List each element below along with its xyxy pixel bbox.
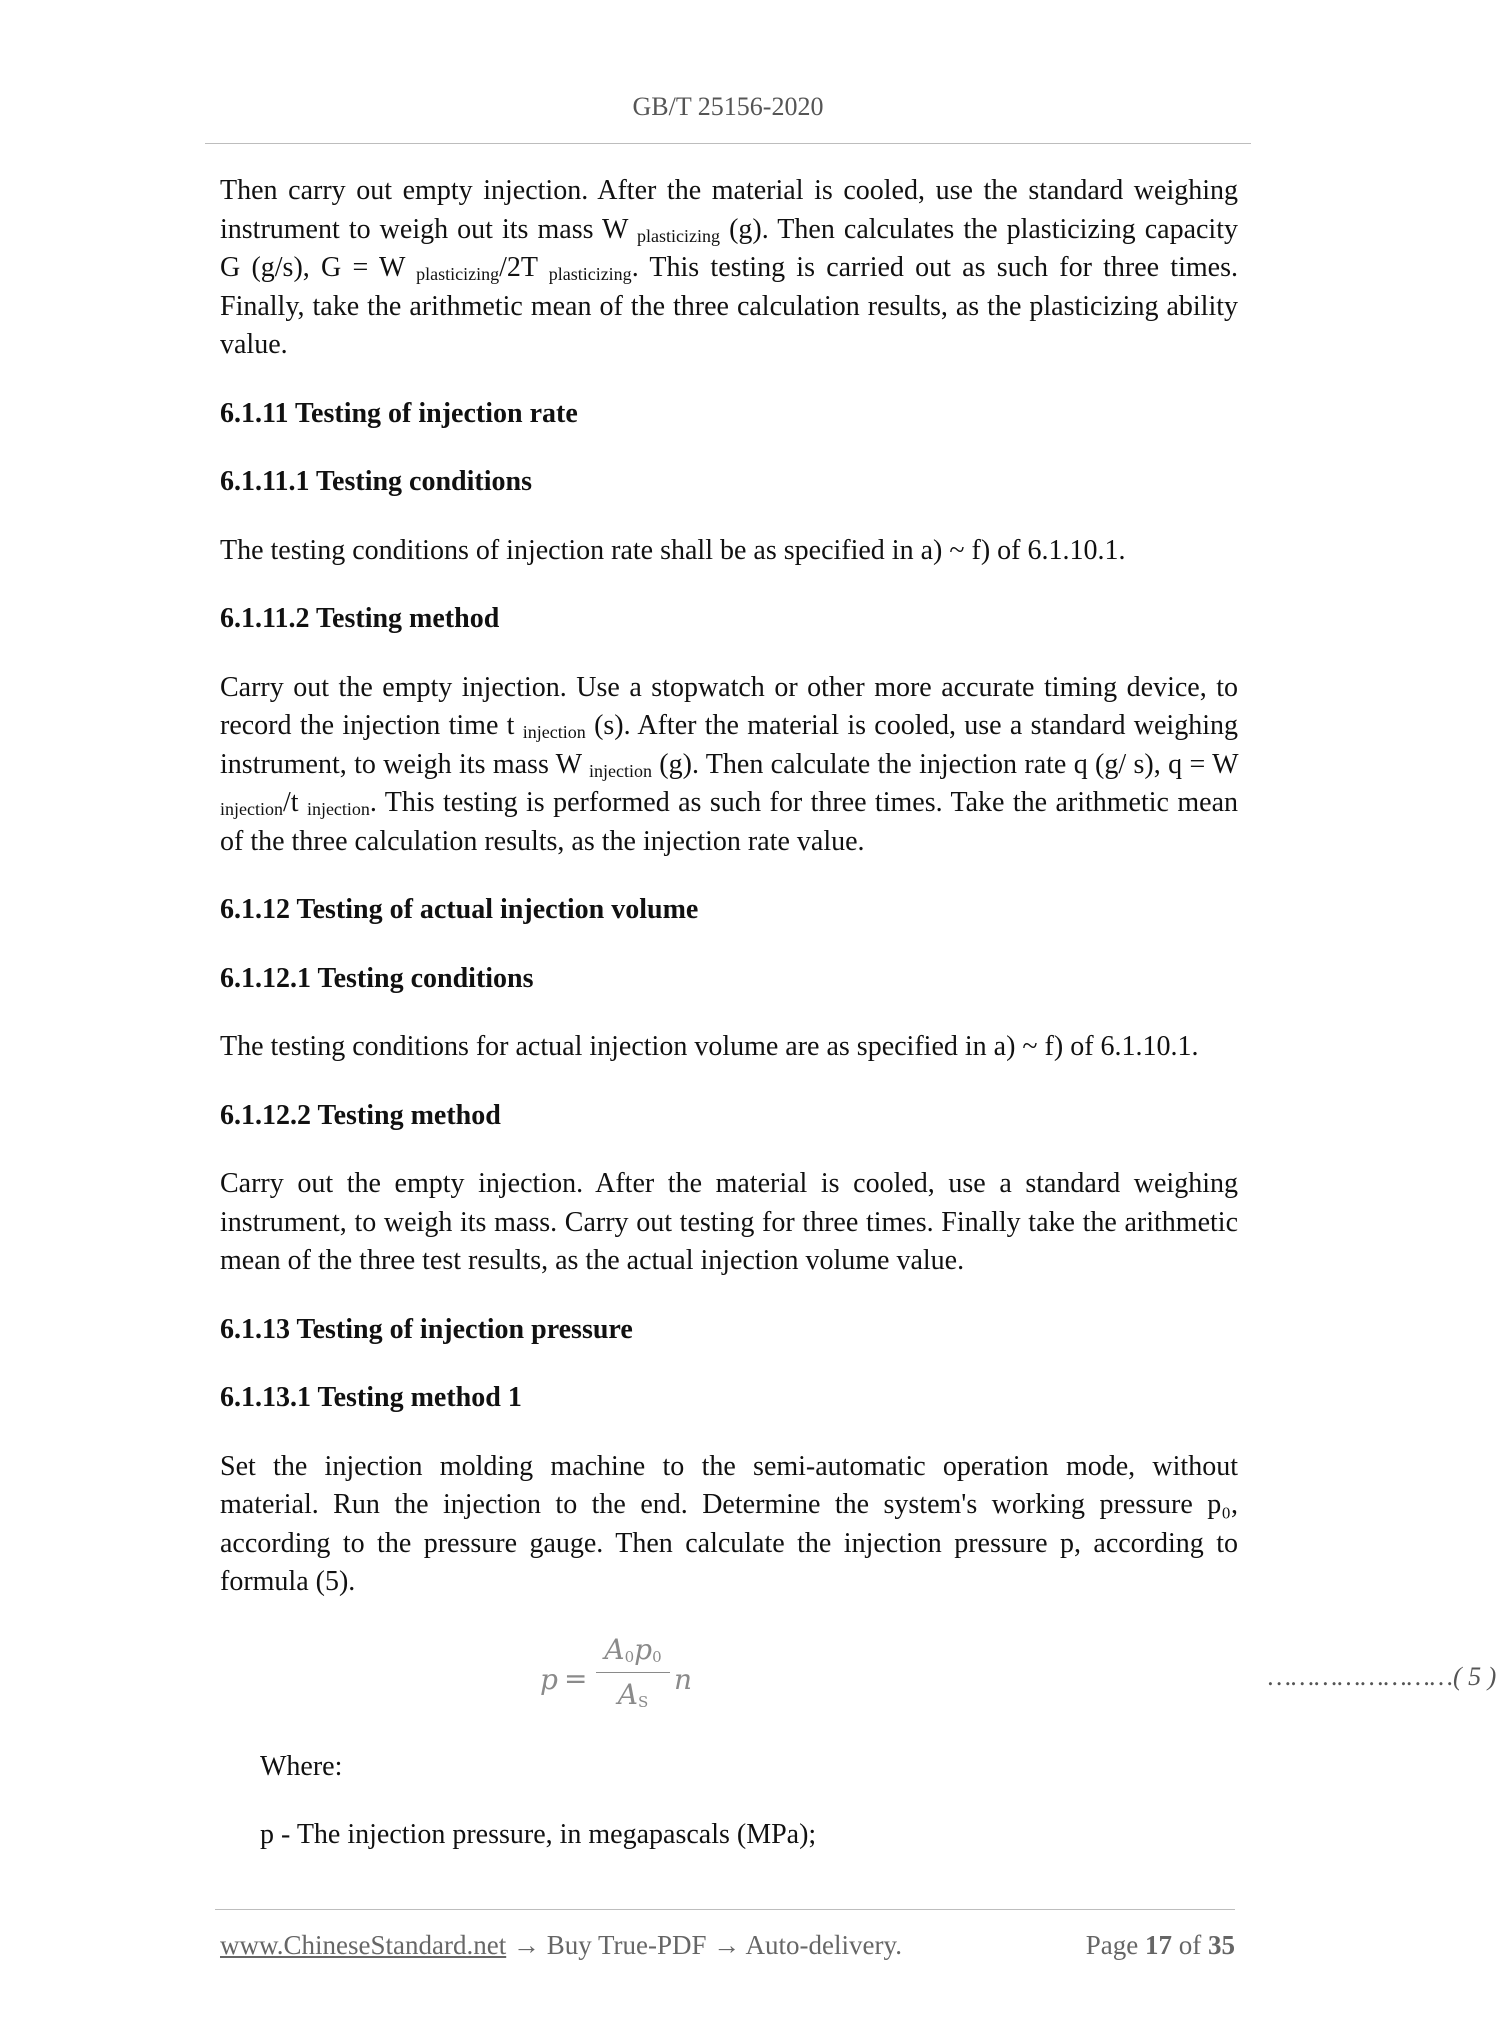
paragraph-plasticizing-capacity: Then carry out empty injection. After the material is cooled, use the standard weighing instrument to weigh out its mass W $_{plasticizing}$ (g). Then calculates the plasticizing capacity G (g/s), G = W $_{plasticizing}$/2T $_{plasticizing}$. This testing is carried out as such for three times. Finally, take the arithmetic mean of the three calculation results, as the plasticizing ability value. [220,175,1238,360]
header-divider [205,143,1251,144]
paragraph-injection-pressure-method: Set the injection molding machine to the semi-automatic operation mode, without material. Run the injection to the end. Determine the system's working pressure p₀, according to the pressure gauge. Then calculate the injection pressure p, according to formula (5). [220,1450,1238,1597]
heading-6-1-11: 6.1.11 Testing of injection rate [220,397,578,429]
formula-fraction [596,1628,670,1717]
paragraph-injection-volume-method: Carry out the empty injection. After the material is cooled, use a standard weighing instrument, to weigh its mass. Carry out testing for three times. Finally take the arithmetic mean of the three test results, as the actual injection volume value. [220,1168,1238,1276]
heading-6-1-12-2: 6.1.12.2 Testing method [220,1099,501,1131]
heading-6-1-12-1: 6.1.12.1 Testing conditions [220,962,534,994]
heading-6-1-11-1: 6.1.11.1 Testing conditions [220,466,532,497]
site-link[interactable]: www.ChineseStandard.net [220,1930,507,1960]
definition-p: p - The injection pressure, in megapascals (MPa); [260,1819,817,1850]
page-header: GB/T 25156-2020 [632,92,824,121]
current-page: 17 [1145,1930,1172,1960]
paragraph-injection-rate-conditions: The testing conditions of injection rate shall be as specified in a) ~ f) of 6.1.10.1. [220,534,1126,566]
page-indicator: Page 17 of 35 [1085,1930,1235,1960]
footer-divider [215,1909,1235,1910]
paragraph-injection-volume-conditions: The testing conditions for actual injection volume are as specified in a) ~ f) of 6.1.10.1. [220,1031,1199,1062]
footer-promo-text: → Buy True-PDF → Auto-delivery. [506,1930,902,1960]
formula-5 [220,1628,1496,1726]
document-body [220,172,1496,1885]
footer-promo [220,1930,902,1961]
heading-6-1-13-1: 6.1.13.1 Testing method 1 [220,1382,522,1413]
formula-denominator: AS [617,1677,649,1711]
where-label: Where: [260,1750,343,1782]
formula-lhs: p [540,1662,558,1696]
heading-6-1-11-2: 6.1.11.2 Testing method [220,603,500,634]
total-pages: 35 [1208,1930,1235,1960]
formula-numerator: A0p0 [604,1632,662,1666]
paragraph-injection-rate-method: Carry out the empty injection. Use a stopwatch or other more accurate timing device, to record the injection time t $_{injection}$ (s). After the material is cooled, use a standard weighing instrument, to weigh its mass W $_{injection}$ (g). Then calculate the injection rate q (g/ s), q = W $_{injection}$/t $_{injection}$. This testing is performed as such for three times. Take the arithmetic mean of the three calculation results, as the injection rate value. [220,671,1239,857]
formula-number: ……………………( 5 ) [1268,1661,1496,1691]
heading-6-1-12: 6.1.12 Testing of actual injection volume [220,894,699,925]
formula-factor-n: n [674,1662,693,1696]
formula-equals: = [564,1661,588,1695]
heading-6-1-13: 6.1.13 Testing of injection pressure [220,1313,633,1345]
